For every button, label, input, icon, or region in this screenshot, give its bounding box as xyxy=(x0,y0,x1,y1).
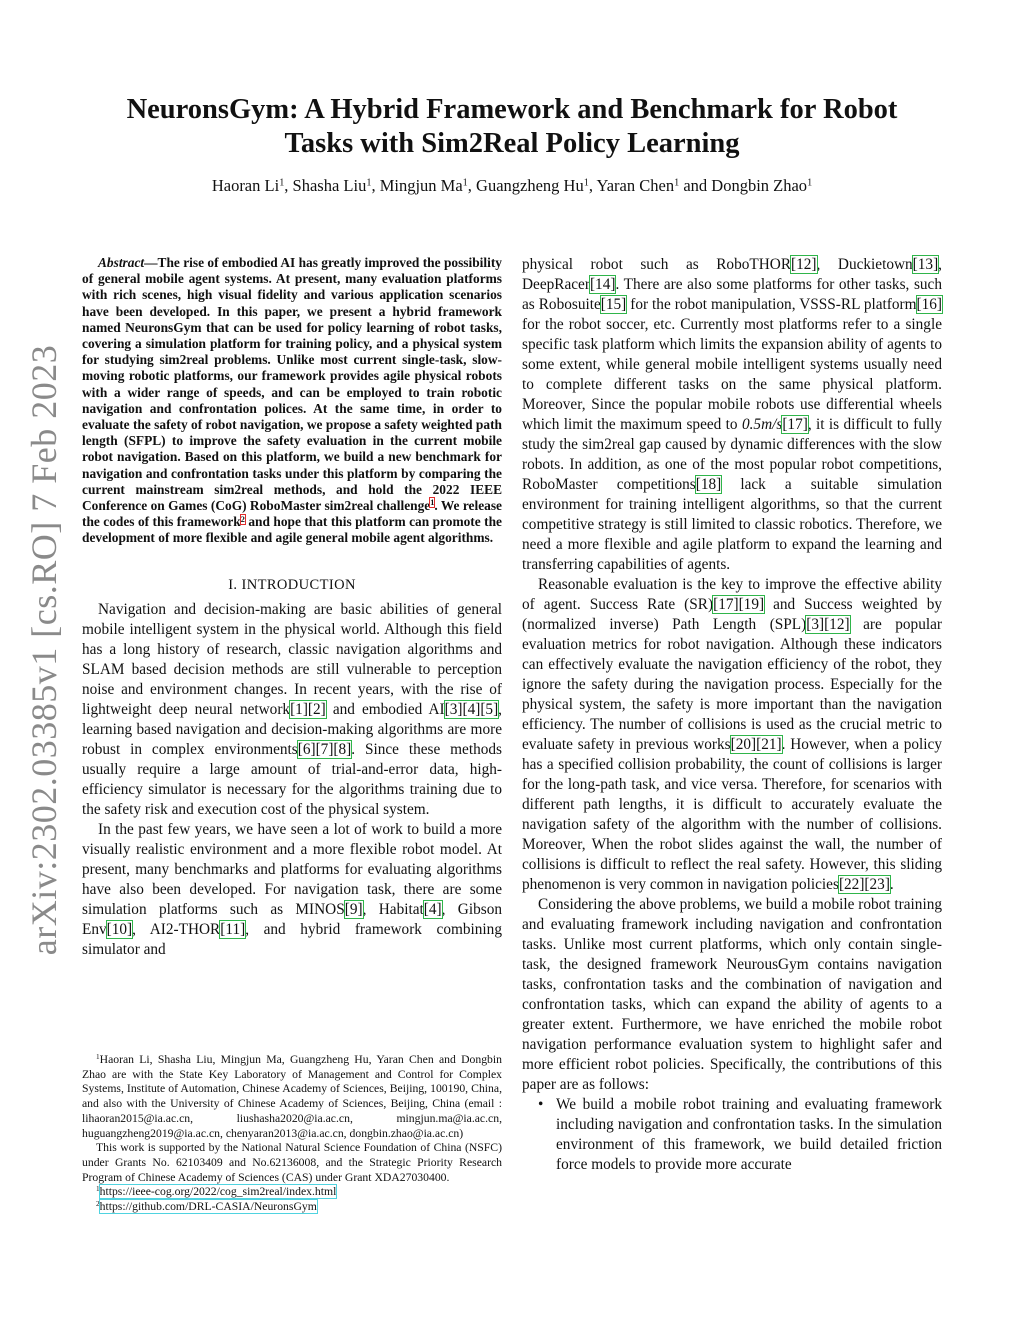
footnote-url-2[interactable]: https://github.com/DRL-CASIA/NeuronsGym xyxy=(99,1200,317,1214)
left-column xyxy=(82,255,502,960)
intro-paragraph-1: Navigation and decision-making are basic abilities of general mobile intelligent system in the physical world. Although this field has a long history of research, classic navigation algorithms and SLAM based decision methods are still vulnerable to perception noise and environment changes. In recent years, with the rise of lightweight deep neural network[1][2] and embodied AI[3][4][5], learning based navigation and decision-making algorithms are more robust in complex environments[6][7][8]. Since these methods usually require a large amount of trial-and-error data, high-efficiency simulator is necessary for the algorithms training due to the safety risk and execution cost of the physical system. xyxy=(82,600,502,818)
author-name: Haoran Li xyxy=(211,176,280,195)
abstract-text-1: The rise of embodied AI has greatly improved the possibility of general mobile agent systems. At present, many evaluation platforms with rich scenes, high visual fidelity and various application scenarios have been developed. In this paper, we present a hybrid framework named NeuronsGym that can be used for policy learning of robot tasks, covering a simulation platform for training policy, and a physical system for studying sim2real problems. Unlike most current single-task, slow-moving robotic platforms, our framework provides agile physical robots with a wider range of speeds, and can be employed to train robotic navigation and confrontation polices. At the same time, in order to evaluate the safety of robot navigation, we propose a safety weighted path length (SFPL) to improve the safety evaluation in the current mobile robot navigation. Based on this platform, we build a new benchmark for navigation and confrontation tasks under this platform by comparing the current mainstream sim2real methods, and hold the 2022 IEEE Conference on Games (CoG) RoboMaster sim2real challenge xyxy=(82,255,502,514)
citation-link[interactable]: [6][7][8] xyxy=(297,740,352,758)
citation-link[interactable]: [4] xyxy=(423,900,442,918)
citation-link[interactable]: [20][21] xyxy=(730,736,782,753)
citation-link[interactable]: [9] xyxy=(344,900,363,918)
abstract-text-2: . We release the codes of this framework xyxy=(82,498,502,530)
citation-link[interactable]: [22][23] xyxy=(838,876,890,893)
footnote-2-link[interactable]: 2 xyxy=(240,514,245,524)
citation-link[interactable]: [3][4][5] xyxy=(444,700,499,718)
footnote-url-1[interactable]: https://ieee-cog.org/2022/cog_sim2real/index.html xyxy=(99,1185,337,1199)
arxiv-sidebar xyxy=(24,344,65,956)
footnote-1-link[interactable]: 1 xyxy=(430,498,435,508)
section-heading-introduction: I. INTRODUCTION xyxy=(228,576,356,593)
citation-link[interactable]: [12] xyxy=(791,256,817,273)
citation-link[interactable]: [1][2] xyxy=(290,700,326,718)
paper-title: NeuronsGym: A Hybrid Framework and Benchmark for Robot Tasks with Sim2Real Policy Learning xyxy=(126,94,898,159)
citation-link[interactable]: [14] xyxy=(589,276,616,293)
intro-paragraph-4: Considering the above problems, we build a mobile robot training and evaluating framework including navigation and confrontation tasks. Unlike most current platforms, which only contain single-task, the designed framework NeurousGym contains navigation tasks, confrontation tasks and the combination of navigation and confrontation tasks, which can expand the ability of agents to a greater extent. Furthermore, we have enriched the mobile robot navigation performance evaluation system to highlight safer and more efficient robot policies. Specifically, the contributions of this paper are as follows: xyxy=(522,896,942,1093)
citation-link[interactable]: [11] xyxy=(220,920,246,938)
author-affiliation-mark: 1 xyxy=(583,177,589,189)
author-list: Haoran Li$^1$, Shasha Liu$^1$, Mingjun Ma$^1$, Guangzheng Hu$^1$, Yaran Chen$^1$ and Dongbin Zhao$^1$ xyxy=(211,176,813,195)
citation-link[interactable]: [10] xyxy=(106,920,133,938)
abstract xyxy=(82,255,502,547)
footnote-funding: This work is supported by the National Natural Science Foundation of China (NSFC) under Grants No. 62103409 and No.62136008, and the Strategic Priority Research Program of Chinese Academy of Sciences (CAS) under Grant XDA27030400. xyxy=(82,1141,502,1184)
intro-paragraph-2: In the past few years, we have seen a lot of work to build a more visually realistic environment and a more flexible robot model. At present, many benchmarks and platforms for evaluating algorithms have also been developed. For navigation task, there are some simulation platforms such as MINOS[9], Habitat[4], Gibson Env[10], AI2-THOR[11], and hybrid framework combining simulator and xyxy=(82,820,502,958)
abstract-text-3: and hope that this platform can promote the development of more flexible and agile general mobile agent algorithms. xyxy=(82,514,502,546)
bullet-dot: • xyxy=(538,1096,544,1113)
citation-link[interactable]: [18] xyxy=(695,476,722,493)
author-affiliation-mark: 1 xyxy=(279,177,285,189)
author-affiliation-mark: 1 xyxy=(462,177,468,189)
citation-link[interactable]: [15] xyxy=(600,296,627,313)
abstract-label: Abstract xyxy=(98,255,145,270)
intro-paragraph-2-continued: physical robot such as RoboTHOR[12], Duckietown[13], DeepRacer[14]. There are also some platforms for other tasks, such as Robosuite[15] for the robot manipulation, VSSS-RL platform[16] for the robot soccer, etc. Currently most platforms refer to a single specific task platform which limits the expansion ability of agents to some extent, while general mobile intelligent systems usually need to complete different tasks on the same physical platform. Moreover, Since the popular mobile robots use differential wheels which limit the maximum speed to 0.5m/s[17], it is difficult to fully study the sim2real gap caused by dynamic differences with the slow robots. In addition, as one of the most popular robot competitions, RoboMaster competitions[18] lack a suitable simulation environment for training intelligent algorithms, so that the current competitive strategy is still limited to classic robotics. Therefore, we need a more flexible and agile platform to expand the learning and transferring capabilities of agents. xyxy=(522,256,943,573)
author-affiliation-mark: 1 xyxy=(807,177,813,189)
abstract-dash: — xyxy=(144,255,158,270)
contribution-bullet-1: • We build a mobile robot training and evaluating framework including navigation and confrontation tasks. In the simulation environment of this framework, we build detailed friction force models to provide more accurate xyxy=(538,1096,942,1173)
author-name: Dongbin Zhao xyxy=(711,176,808,195)
author-affiliation-mark: 1 xyxy=(366,177,372,189)
author-affiliation-mark: 1 xyxy=(674,177,680,189)
author-name: Yaran Chen xyxy=(596,176,675,195)
footnote-2: $^2$https://github.com/DRL-CASIA/NeuronsGym xyxy=(96,1200,317,1214)
arxiv-id-stamp: arXiv:2302.03385v1 [cs.RO] 7 Feb 2023 xyxy=(24,344,65,956)
citation-link[interactable]: [17][19] xyxy=(713,596,765,613)
math-speed: 0.5m/s xyxy=(741,416,783,433)
author-name: Guangzheng Hu xyxy=(476,176,584,195)
author-name: Mingjun Ma xyxy=(379,176,463,195)
citation-link[interactable]: [16] xyxy=(916,296,943,313)
author-name: Shasha Liu xyxy=(292,176,367,195)
footnotes xyxy=(82,1053,502,1215)
footnote-affiliation: $^1$Haoran Li, Shasha Liu, Mingjun Ma, Guangzheng Hu, Yaran Chen and Dongbin Zhao are with the State Key Laboratory of Management and Control for Complex Systems, Institute of Automation, Chinese Academy of Sciences, Beijing, 100190, China, and also with the University of Chinese Academy of Sciences, Beijing, China (email : lihaoran2015@ia.ac.cn, liushasha2020@ia.ac.cn, mingjun.ma@ia.ac.cn, huguangzheng2019@ia.ac.cn, chenyaran2013@ia.ac.cn, dongbin.zhao@ia.ac.cn) xyxy=(82,1053,502,1140)
citation-link[interactable]: [13] xyxy=(912,256,939,273)
citation-link[interactable]: [17] xyxy=(782,416,808,433)
citation-link[interactable]: [3][12] xyxy=(806,616,850,633)
right-column xyxy=(522,255,942,1175)
intro-paragraph-3: Reasonable evaluation is the key to improve the effective ability of agent. Success Rate (SR)[17][19] and Success weighted by (normalized inverse) Path Length (SPL)[3][12] are popular evaluation metrics for robot navigation. Although these indicators can effectively evaluate the navigation efficiency of the robot, they ignore the safety during the navigation process. Especially for the physical system, the safety is more important than the navigation efficiency. The number of collisions is used as the crucial metric to evaluate safety in previous works[20][21]. However, when a policy has a specified collision probability, the count of collisions is larger for the long-path task, and vice versa. Therefore, for scenarios with different path lengths, it is difficult to accurately evaluate the navigation safety of the algorithm with the number of collisions. Moreover, When the robot slides against the wall, the number of collisions is difficult to reflect the real safety. However, this sliding phenomenon is very common in navigation policies[22][23]. xyxy=(522,576,942,893)
footnote-1: $^1$https://ieee-cog.org/2022/cog_sim2real/index.html xyxy=(96,1185,337,1199)
